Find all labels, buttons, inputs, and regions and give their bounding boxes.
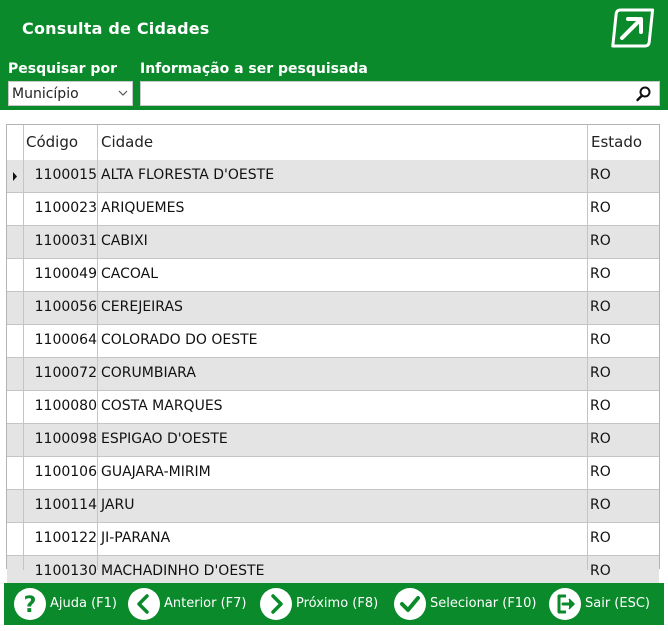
cell-code: 1100122 [34, 530, 97, 546]
table-row[interactable] [7, 490, 659, 523]
column-header-city[interactable]: Cidade [101, 133, 154, 151]
cell-state: RO [590, 497, 611, 513]
cell-code: 1100114 [34, 497, 97, 513]
cell-code: 1100056 [34, 299, 97, 315]
cell-state: RO [590, 464, 611, 480]
cell-state: RO [590, 431, 611, 447]
cell-city: CEREJEIRAS [101, 299, 183, 315]
table-row[interactable] [7, 292, 659, 325]
cell-code: 1100015 [34, 167, 97, 183]
cell-city: ESPIGAO D'OESTE [101, 431, 228, 447]
cell-city: MACHADINHO D'OESTE [101, 563, 265, 579]
column-divider [97, 125, 98, 570]
table-row[interactable] [7, 325, 659, 358]
cell-code: 1100031 [34, 233, 97, 249]
row-indicator [7, 259, 23, 292]
cell-city: COSTA MARQUES [101, 398, 223, 414]
cell-code: 1100106 [34, 464, 97, 480]
row-indicator [7, 457, 23, 490]
cell-city: COLORADO DO OESTE [101, 332, 258, 348]
cell-state: RO [590, 530, 611, 546]
grid-rows [7, 160, 659, 589]
cell-state: RO [590, 365, 611, 381]
column-divider [587, 125, 588, 570]
cell-code: 1100130 [34, 563, 97, 579]
cell-state: RO [590, 563, 611, 579]
cell-city: ARIQUEMES [101, 200, 185, 216]
cell-code: 1100049 [34, 266, 97, 282]
next-label: Próximo (F8) [296, 596, 379, 611]
table-row[interactable] [7, 226, 659, 259]
cell-state: RO [590, 299, 611, 315]
chevron-right-icon [260, 588, 292, 620]
row-indicator [7, 160, 23, 193]
table-row[interactable] [7, 160, 659, 193]
row-indicator [7, 424, 23, 457]
cell-city: JI-PARANA [101, 530, 171, 546]
exit-door-icon [549, 588, 581, 620]
cell-state: RO [590, 200, 611, 216]
cell-state: RO [590, 398, 611, 414]
column-header-state[interactable]: Estado [591, 133, 643, 151]
row-indicator [7, 292, 23, 325]
cell-state: RO [590, 233, 611, 249]
column-header-code[interactable]: Código [26, 133, 79, 151]
cell-state: RO [590, 266, 611, 282]
cell-code: 1100064 [34, 332, 97, 348]
table-row[interactable] [7, 523, 659, 556]
cell-city: CORUMBIARA [101, 365, 196, 381]
row-indicator [7, 193, 23, 226]
cell-state: RO [590, 332, 611, 348]
search-by-label: Pesquisar por [8, 61, 117, 77]
column-divider [23, 125, 24, 570]
cell-code: 1100023 [34, 200, 97, 216]
previous-label: Anterior (F7) [164, 596, 247, 611]
current-row-icon [7, 160, 23, 193]
help-label: Ajuda (F1) [50, 596, 117, 611]
cell-city: GUAJARA-MIRIM [101, 464, 211, 480]
cell-state: RO [590, 167, 611, 183]
chevron-down-icon [118, 88, 128, 98]
exit-arrow-logo-icon [610, 6, 654, 50]
cell-code: 1100080 [34, 398, 97, 414]
cell-city: ALTA FLORESTA D'OESTE [101, 167, 275, 183]
cell-code: 1100072 [34, 365, 97, 381]
search-field[interactable] [140, 81, 660, 106]
table-row[interactable] [7, 391, 659, 424]
title-bar [0, 0, 668, 57]
table-row[interactable] [7, 358, 659, 391]
table-row[interactable] [7, 424, 659, 457]
search-bar [0, 57, 668, 110]
row-indicator [7, 325, 23, 358]
search-input[interactable] [145, 83, 625, 104]
check-icon [394, 588, 426, 620]
cell-city: JARU [101, 497, 135, 513]
cell-city: CACOAL [101, 266, 159, 282]
search-info-label: Informação a ser pesquisada [140, 61, 368, 77]
search-icon[interactable] [635, 85, 653, 103]
table-row[interactable] [7, 193, 659, 226]
row-indicator [7, 391, 23, 424]
row-indicator [7, 490, 23, 523]
window-title: Consulta de Cidades [22, 19, 210, 38]
grid-header [7, 125, 659, 160]
cities-grid[interactable] [6, 124, 660, 579]
cell-city: CABIXI [101, 233, 148, 249]
cell-code: 1100098 [34, 431, 97, 447]
table-row[interactable] [7, 259, 659, 292]
row-indicator [7, 523, 23, 556]
question-icon [14, 588, 46, 620]
exit-label: Sair (ESC) [585, 596, 650, 611]
select-label: Selecionar (F10) [430, 596, 537, 611]
search-by-value: Município [12, 86, 79, 102]
footer-toolbar [4, 583, 664, 625]
table-row[interactable] [7, 457, 659, 490]
chevron-left-icon [128, 588, 160, 620]
row-indicator [7, 358, 23, 391]
svg-text:?: ? [23, 593, 37, 618]
search-by-select[interactable] [8, 81, 133, 106]
row-indicator [7, 226, 23, 259]
